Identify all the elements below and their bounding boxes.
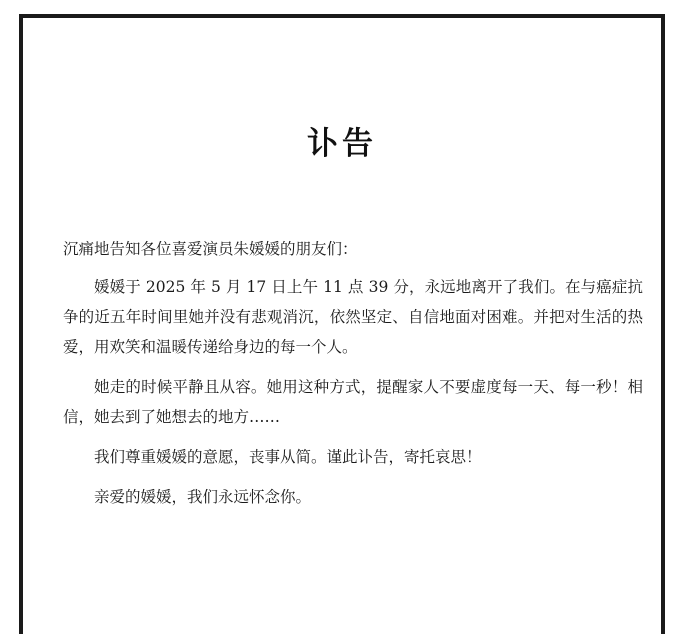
notice-paragraph-2: 她走的时候平静且从容。她用这种方式，提醒家人不要虚度每一天、每一秒！相信，她去到了她想去的地方…… (63, 378, 643, 426)
notice-frame (19, 14, 665, 634)
notice-body (63, 234, 643, 522)
notice-paragraph-3: 我们尊重媛媛的意愿，丧事从简。谨此讣告，寄托哀思！ (94, 448, 482, 466)
notice-paragraph-1: 媛媛于 2025 年 5 月 17 日上午 11 点 39 分，永远地离开了我们。在与癌症抗争的近五年时间里她并没有悲观消沉，依然坚定、自信地面对困难。并把对生活的热爱，用欢笑和温暖传递给身边的每一个人。 (63, 278, 643, 356)
notice-title: 讣告 (307, 126, 377, 162)
notice-salutation: 沉痛地告知各位喜爱演员朱媛媛的朋友们： (63, 240, 358, 258)
notice-paragraph-4: 亲爱的媛媛，我们永远怀念你。 (94, 488, 312, 506)
